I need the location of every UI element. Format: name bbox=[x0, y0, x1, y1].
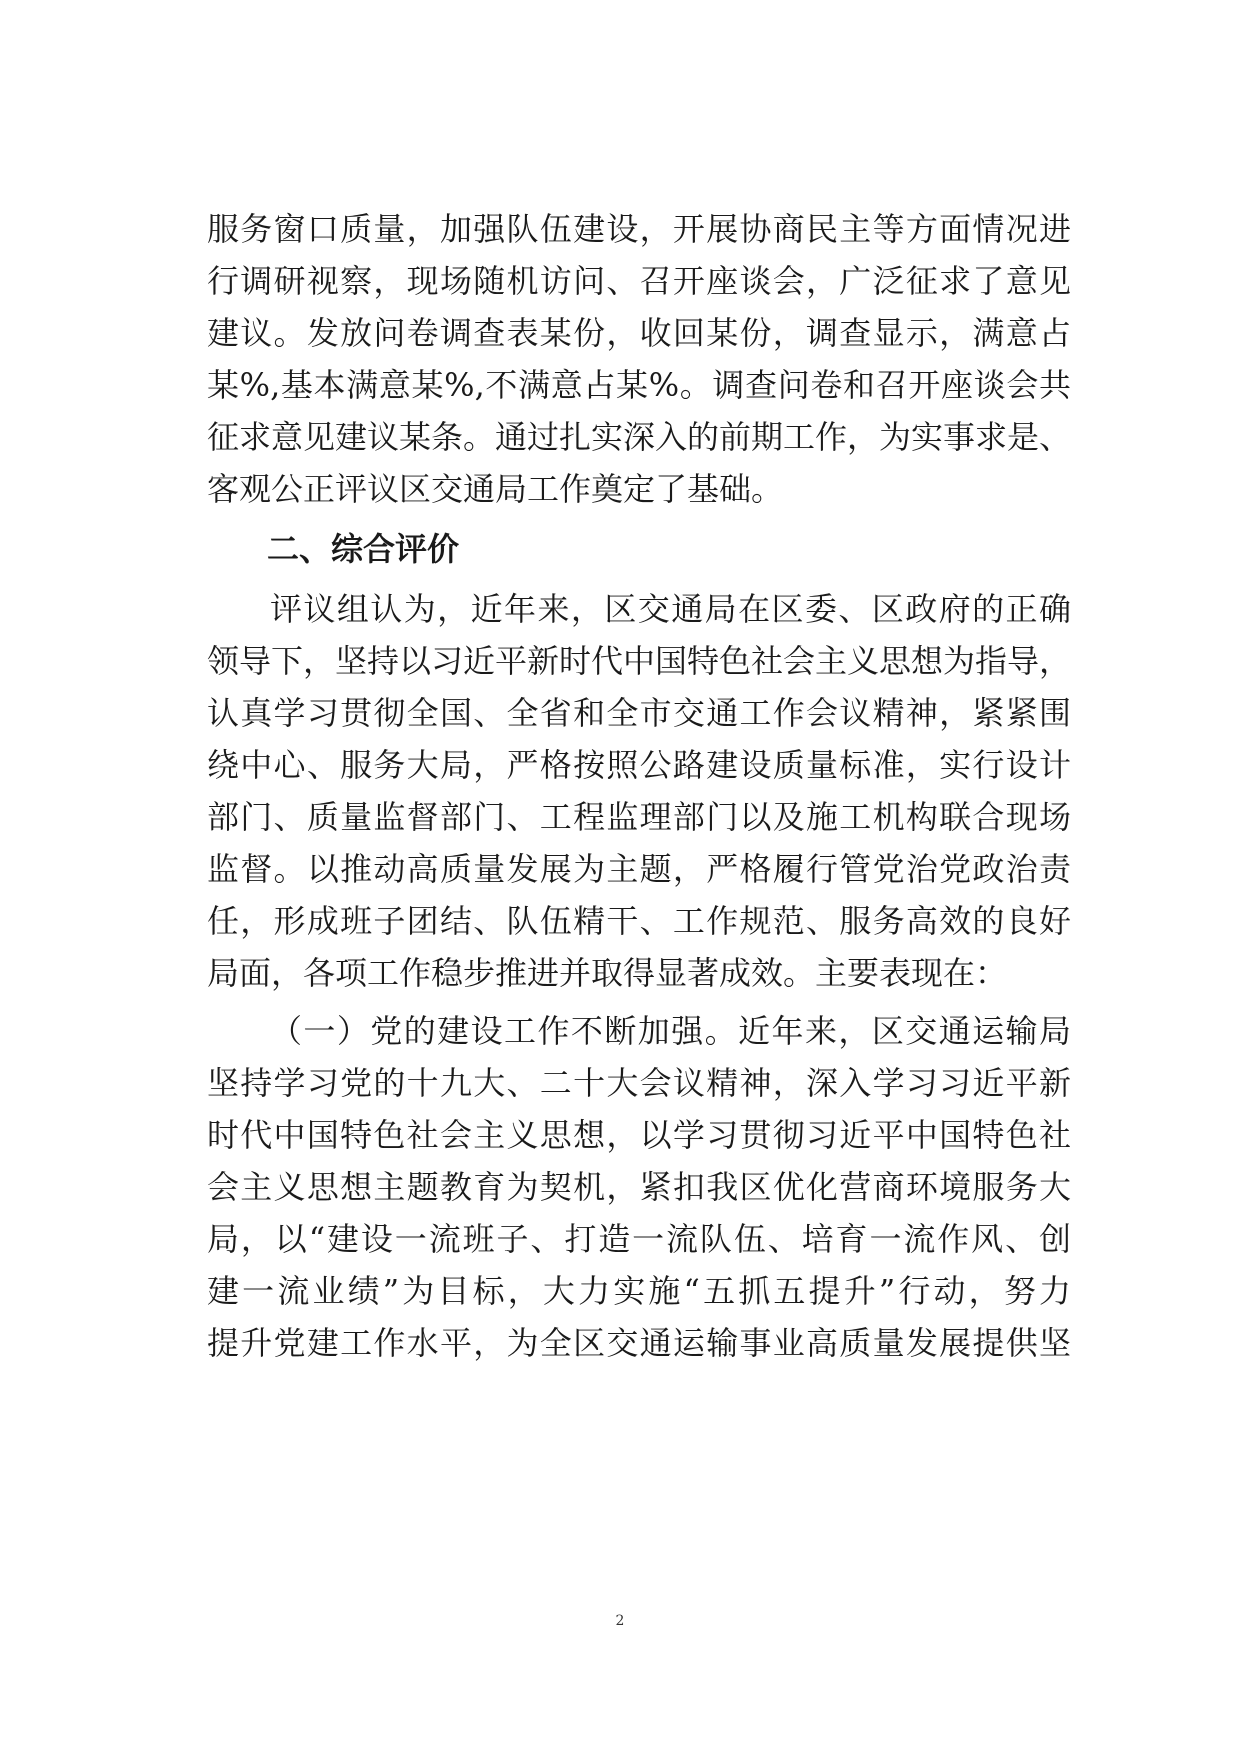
intro-line-4: 某%,基本满意某%,不满意占某%。调查问卷和召开座谈会共 bbox=[207, 366, 1071, 404]
intro-line-5: 征求意见建议某条。通过扎实深入的前期工作，为实事求是、 bbox=[207, 418, 1072, 456]
evaluation-line-8: 局面，各项工作稳步推进并取得显著成效。主要表现在： bbox=[207, 954, 1008, 992]
evaluation-line-3: 认真学习贯彻全国、全省和全市交通工作会议精神，紧紧围 bbox=[207, 694, 1071, 732]
party-line-2: 坚持学习党的十九大、二十大会议精神，深入学习习近平新 bbox=[207, 1064, 1071, 1102]
evaluation-line-2: 领导下，坚持以习近平新时代中国特色社会主义思想为指导， bbox=[207, 642, 1072, 680]
intro-line-2: 行调研视察，现场随机访问、召开座谈会，广泛征求了意见 bbox=[207, 262, 1071, 300]
evaluation-line-7: 任，形成班子团结、队伍精干、工作规范、服务高效的良好 bbox=[207, 902, 1071, 940]
intro-line-6: 客观公正评议区交通局工作奠定了基础。 bbox=[207, 470, 784, 508]
evaluation-line-6: 监督。以推动高质量发展为主题，严格履行管党治党政治责 bbox=[207, 850, 1071, 888]
party-line-1: （一）党的建设工作不断加强。近年来，区交通运输局 bbox=[270, 1012, 1071, 1050]
party-line-5: 局，以“建设一流班子、打造一流队伍、培育一流作风、创 bbox=[207, 1220, 1071, 1258]
party-line-4: 会主义思想主题教育为契机，紧扣我区优化营商环境服务大 bbox=[207, 1168, 1071, 1206]
evaluation-line-1: 评议组认为，近年来，区交通局在区委、区政府的正确 bbox=[270, 590, 1071, 628]
page-number: 2 bbox=[615, 1613, 625, 1629]
section-heading: 二、综合评价 bbox=[267, 530, 460, 568]
intro-line-3: 建议。发放问卷调查表某份，收回某份，调查显示，满意占 bbox=[207, 314, 1071, 352]
party-line-7: 提升党建工作水平，为全区交通运输事业高质量发展提供坚 bbox=[207, 1324, 1071, 1362]
intro-line-1: 服务窗口质量，加强队伍建设，开展协商民主等方面情况进 bbox=[207, 210, 1071, 248]
party-line-3: 时代中国特色社会主义思想，以学习贯彻习近平中国特色社 bbox=[207, 1116, 1071, 1154]
evaluation-line-5: 部门、质量监督部门、工程监理部门以及施工机构联合现场 bbox=[207, 798, 1071, 836]
party-line-6: 建一流业绩”为目标，大力实施“五抓五提升”行动，努力 bbox=[207, 1272, 1071, 1310]
evaluation-line-4: 绕中心、服务大局，严格按照公路建设质量标准，实行设计 bbox=[207, 746, 1071, 784]
